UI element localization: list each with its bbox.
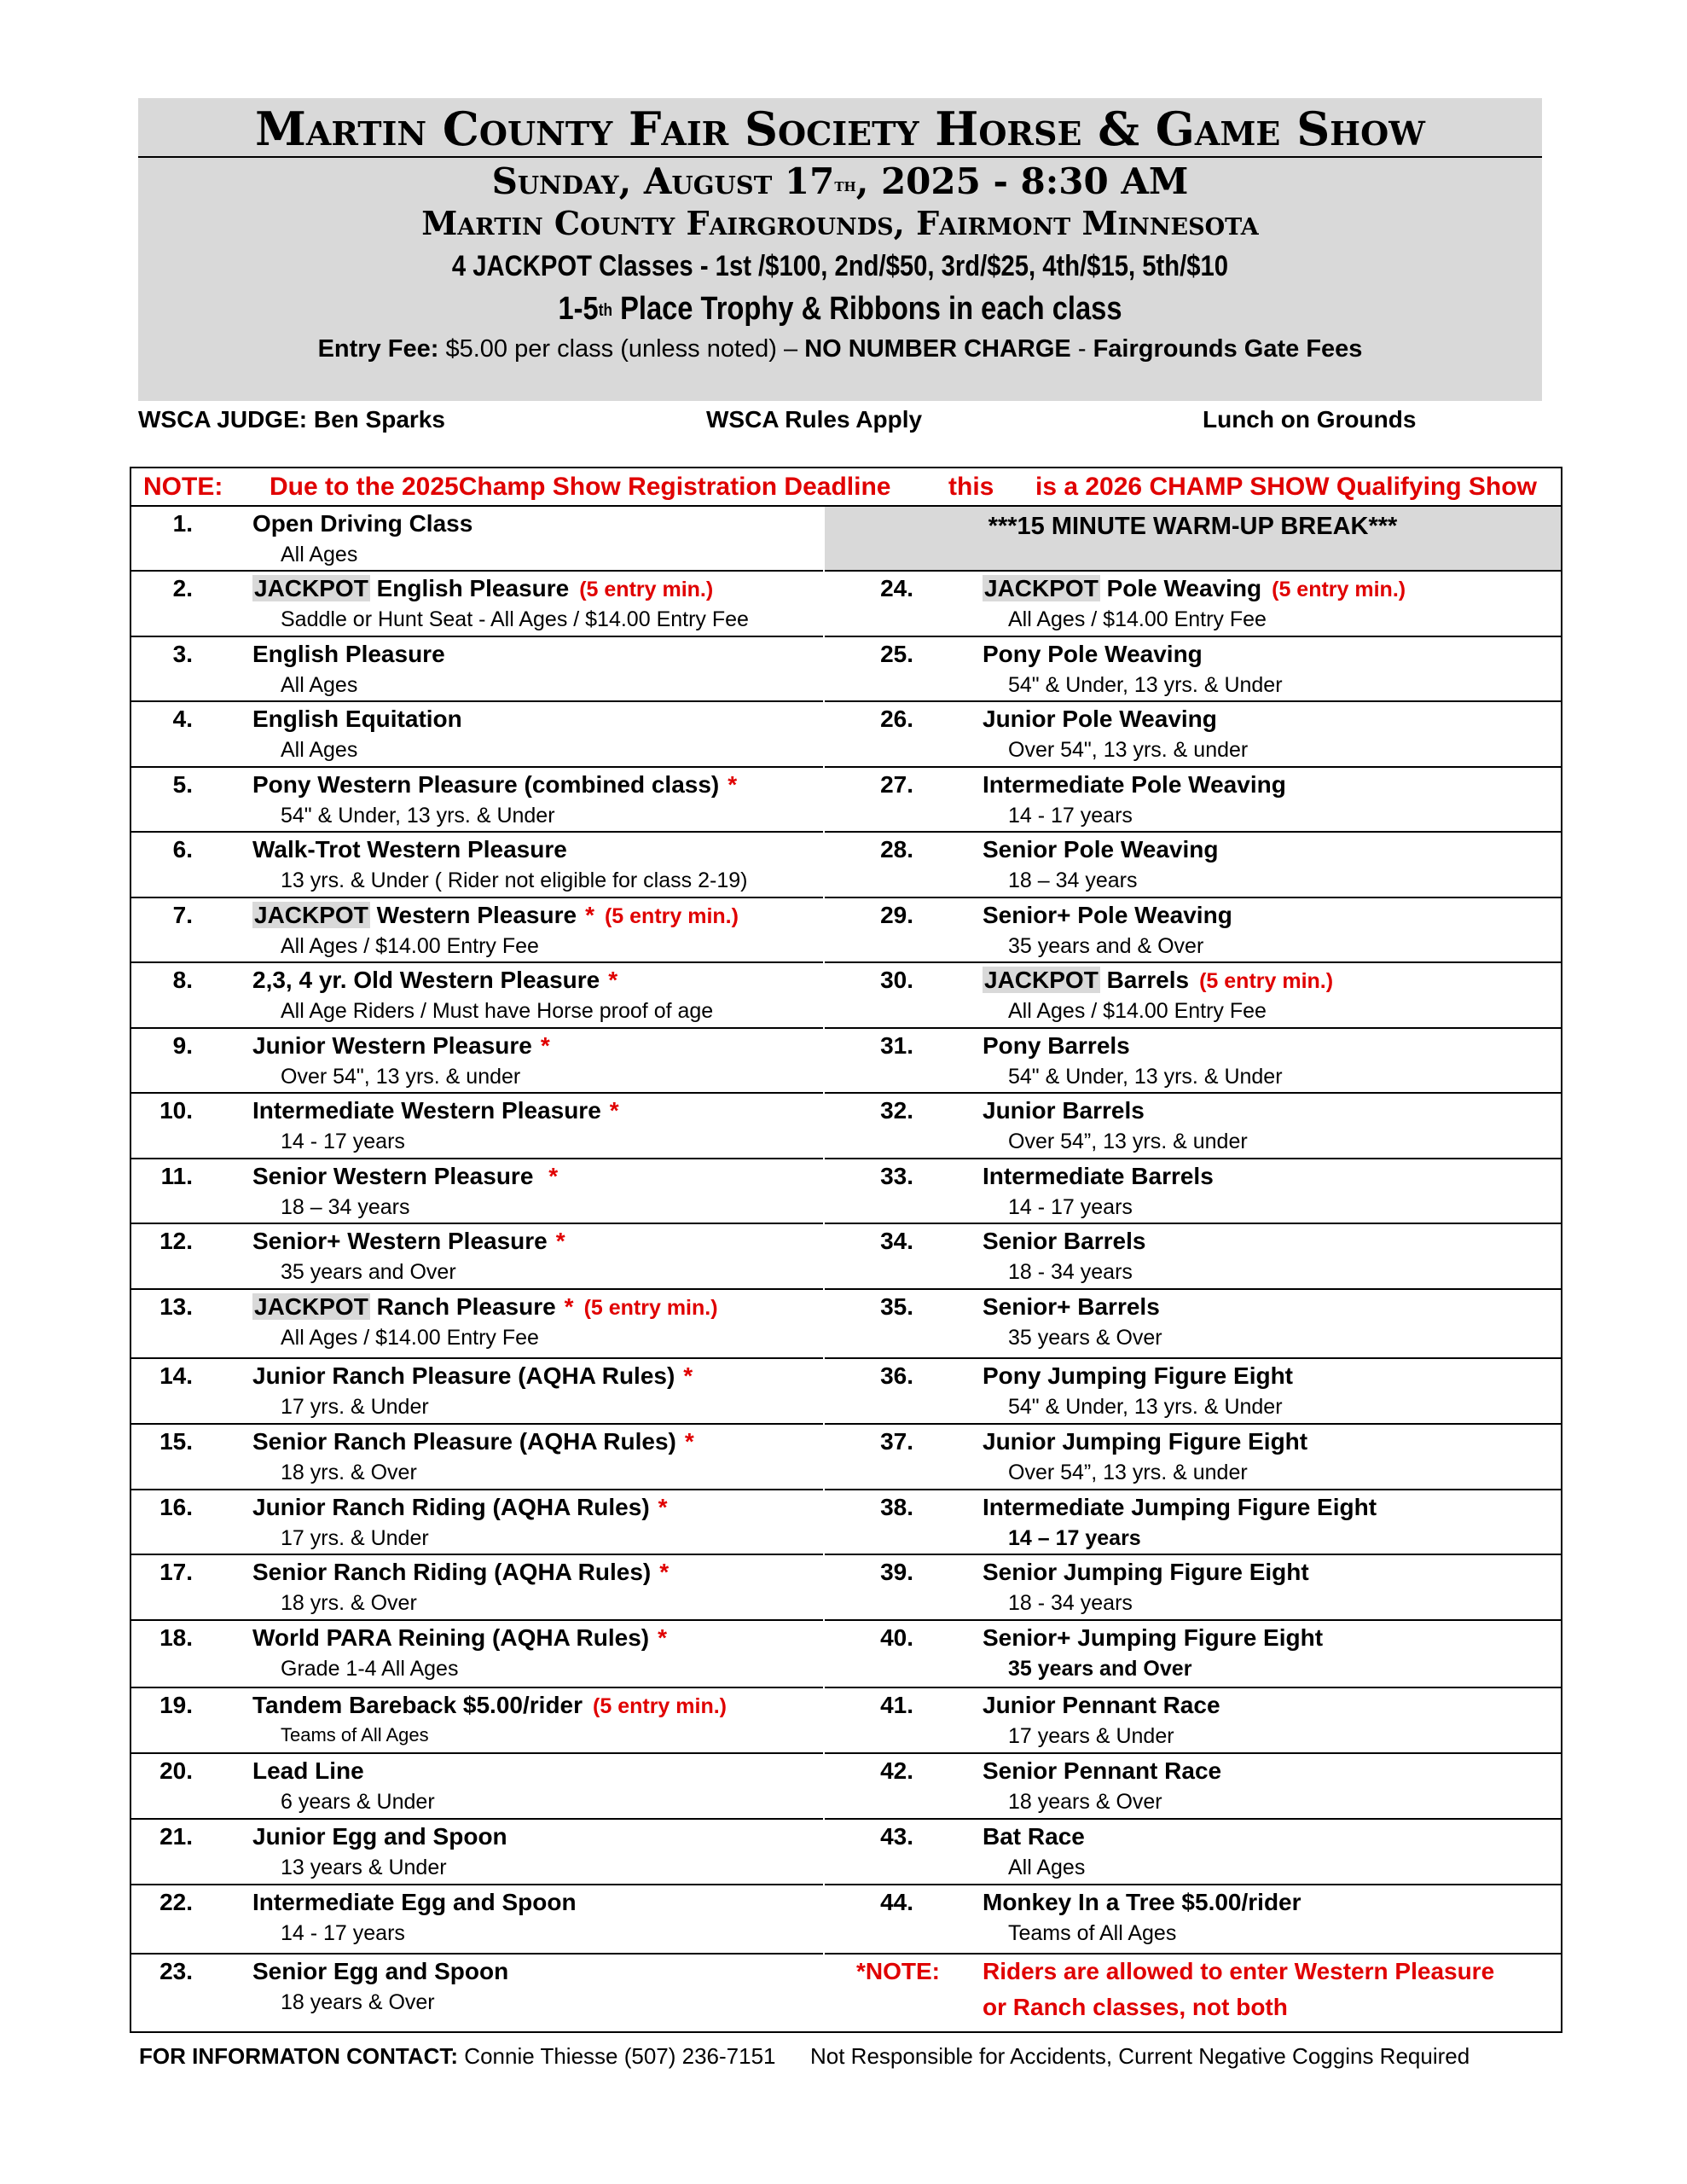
class-number: 21. <box>159 1823 193 1850</box>
required-star: * <box>683 1362 693 1389</box>
class-row <box>825 1290 1561 1359</box>
class-number: 11. <box>160 1163 193 1189</box>
class-name: Pony Barrels <box>983 1032 1130 1059</box>
class-number: 14. <box>159 1362 193 1389</box>
class-number: 33. <box>880 1163 913 1189</box>
class-number: 29. <box>880 902 913 928</box>
class-title <box>252 1823 507 1850</box>
required-star: * <box>564 1293 574 1320</box>
class-name: Barrels <box>1099 967 1190 993</box>
class-row <box>131 1885 823 1955</box>
class-eligibility: 17 yrs. & Under <box>281 1395 429 1419</box>
class-number: 5. <box>172 771 193 798</box>
class-name: Intermediate Jumping Figure Eight <box>983 1494 1377 1520</box>
class-row <box>825 1754 1561 1820</box>
show-title: Martin County Fair Society Horse & Game Show <box>255 102 1425 156</box>
show-venue: Martin County Fairgrounds, Fairmont Minnesota <box>421 204 1259 242</box>
class-eligibility: 18 yrs. & Over <box>281 1461 417 1484</box>
class-name: English Pleasure <box>252 641 445 667</box>
entry-minimum: (5 entry min.) <box>1199 969 1334 993</box>
class-row <box>131 1029 823 1094</box>
note-text-1: Due to the 2025Champ Show Registration Deadline <box>270 473 891 501</box>
class-title <box>983 1428 1307 1455</box>
class-name: English Pleasure <box>369 575 570 601</box>
entry-fee-line: Entry Fee: $5.00 per class (unless noted) – NO NUMBER CHARGE - Fairgrounds Gate Fees <box>317 335 1363 363</box>
class-name: Senior+ Jumping Figure Eight <box>983 1624 1324 1651</box>
class-title <box>983 1559 1309 1586</box>
class-number: 26. <box>880 706 913 732</box>
class-title <box>252 1624 667 1652</box>
class-name: Pole Weaving <box>1099 575 1262 601</box>
class-title <box>983 1757 1221 1785</box>
jackpot-tag: JACKPOT <box>984 967 1099 993</box>
class-name: Senior Egg and Spoon <box>252 1958 509 1984</box>
show-date: Sunday, August 17th, 2025 - 8:30 AM <box>491 160 1189 202</box>
class-number: 40. <box>880 1624 913 1651</box>
class-eligibility: 35 years and Over <box>1008 1657 1192 1681</box>
class-eligibility: All Ages <box>281 543 358 566</box>
class-number: 39. <box>880 1559 913 1585</box>
class-name: Senior Pennant Race <box>983 1757 1222 1784</box>
class-eligibility: Over 54", 13 yrs. & under <box>1008 738 1249 762</box>
jackpot-tag: JACKPOT <box>254 1293 368 1320</box>
class-number: 25. <box>880 641 913 667</box>
class-name: Pony Jumping Figure Eight <box>983 1362 1293 1389</box>
class-name: Senior Ranch Riding (AQHA Rules) <box>252 1559 652 1585</box>
class-eligibility: 14 - 17 years <box>281 1130 405 1153</box>
class-eligibility: Over 54”, 13 yrs. & under <box>1008 1461 1248 1484</box>
class-row <box>131 1688 823 1754</box>
required-star: * <box>585 902 594 928</box>
class-title <box>983 1097 1145 1124</box>
class-name: Senior Jumping Figure Eight <box>983 1559 1309 1585</box>
class-title <box>983 1163 1214 1190</box>
class-name: Junior Jumping Figure Eight <box>983 1428 1308 1455</box>
class-eligibility: 35 years & Over <box>1008 1326 1162 1350</box>
class-title <box>252 1559 669 1586</box>
class-eligibility: 18 – 34 years <box>1008 868 1138 892</box>
class-name: Intermediate Western Pleasure <box>252 1097 601 1124</box>
class-row <box>131 702 823 768</box>
class-number: 2. <box>172 575 193 601</box>
class-eligibility: Teams of All Ages <box>281 1724 429 1745</box>
class-number: 4. <box>172 706 193 732</box>
jackpot-tag: JACKPOT <box>984 575 1099 601</box>
class-number: 42. <box>880 1757 913 1784</box>
class-eligibility: 14 – 17 years <box>1008 1526 1141 1550</box>
class-eligibility: 18 years & Over <box>281 1990 435 2014</box>
class-title <box>252 575 713 602</box>
class-number: 8. <box>172 967 193 993</box>
class-name: Senior Western Pleasure <box>252 1163 541 1189</box>
note-text-2: this <box>948 473 994 501</box>
class-title <box>252 836 567 863</box>
class-eligibility: Grade 1-4 All Ages <box>281 1657 459 1681</box>
class-eligibility: Teams of All Ages <box>1008 1921 1177 1945</box>
class-name: Senior Barrels <box>983 1228 1146 1254</box>
class-number: 28. <box>880 836 913 863</box>
class-eligibility: All Ages / $14.00 Entry Fee <box>1008 607 1267 631</box>
class-title <box>252 1692 727 1719</box>
class-eligibility: 14 - 17 years <box>1008 804 1133 828</box>
class-name: Senior+ Barrels <box>983 1293 1160 1320</box>
required-star: * <box>658 1624 668 1651</box>
riders-note-line-2: or Ranch classes, not both <box>983 1994 1288 2020</box>
class-eligibility: 54" & Under, 13 yrs. & Under <box>1008 1395 1283 1419</box>
class-eligibility: 17 years & Under <box>1008 1724 1174 1748</box>
class-title <box>983 1692 1220 1719</box>
class-eligibility: Over 54”, 13 yrs. & under <box>1008 1130 1248 1153</box>
class-row <box>131 1224 823 1290</box>
trophy-line: 1-5th Place Trophy & Ribbons in each class <box>558 291 1122 327</box>
class-name: Senior Pole Weaving <box>983 836 1219 863</box>
class-row <box>131 1094 823 1159</box>
class-eligibility: 14 - 17 years <box>1008 1195 1133 1219</box>
rules-info: WSCA Rules Apply <box>706 406 923 433</box>
class-title <box>252 1293 718 1321</box>
class-eligibility: 54" & Under, 13 yrs. & Under <box>281 804 555 828</box>
class-name: Junior Barrels <box>983 1097 1145 1124</box>
class-row <box>825 1029 1561 1094</box>
class-eligibility: 13 years & Under <box>281 1856 447 1879</box>
class-row <box>131 1621 823 1688</box>
class-row <box>131 898 823 963</box>
class-number: 17. <box>159 1559 193 1585</box>
class-eligibility: All Ages <box>281 738 358 762</box>
class-eligibility: All Ages / $14.00 Entry Fee <box>281 934 539 958</box>
class-name: Walk-Trot Western Pleasure <box>252 836 567 863</box>
class-row <box>825 702 1561 768</box>
class-name: Senior Ranch Pleasure (AQHA Rules) <box>252 1428 676 1455</box>
class-name: Ranch Pleasure <box>369 1293 556 1320</box>
class-name: Pony Pole Weaving <box>983 641 1203 667</box>
class-number: 32. <box>880 1097 913 1124</box>
class-name: Intermediate Pole Weaving <box>983 771 1286 798</box>
class-eligibility: 35 years and & Over <box>1008 934 1204 958</box>
entry-minimum: (5 entry min.) <box>604 904 739 928</box>
jackpot-summary: 4 JACKPOT Classes - 1st /$100, 2nd/$50, 3rd/$25, 4th/$15, 5th/$10 <box>451 250 1229 282</box>
required-star: * <box>658 1494 668 1520</box>
class-title <box>252 1163 558 1190</box>
class-row <box>825 1359 1561 1425</box>
class-row <box>131 1754 823 1820</box>
class-row <box>825 768 1561 833</box>
class-name: Open Driving Class <box>252 510 473 537</box>
class-title <box>252 706 462 733</box>
class-row <box>131 1359 823 1425</box>
class-eligibility: 18 - 34 years <box>1008 1260 1133 1284</box>
class-row <box>131 963 823 1029</box>
class-number: 16. <box>159 1494 193 1520</box>
class-name: Pony Western Pleasure (combined class) <box>252 771 720 798</box>
class-title <box>983 1362 1293 1390</box>
class-title <box>252 1428 694 1455</box>
class-number: 30. <box>880 967 913 993</box>
required-star: * <box>728 771 738 798</box>
class-title <box>252 967 617 994</box>
class-row <box>825 1820 1561 1885</box>
class-number: 34. <box>880 1228 913 1254</box>
class-title <box>252 1757 364 1785</box>
class-number: 13. <box>159 1293 193 1320</box>
class-number: 20. <box>159 1757 193 1784</box>
class-name: Senior+ Pole Weaving <box>983 902 1232 928</box>
class-eligibility: All Ages / $14.00 Entry Fee <box>1008 999 1267 1023</box>
class-eligibility: 35 years and Over <box>281 1260 456 1284</box>
class-row <box>131 833 823 898</box>
class-row <box>131 572 823 637</box>
riders-note-line-1: Riders are allowed to enter Western Pleasure <box>983 1958 1495 1984</box>
class-eligibility: All Age Riders / Must have Horse proof of age <box>281 999 714 1023</box>
class-eligibility: All Ages <box>1008 1856 1086 1879</box>
class-number: 27. <box>880 771 913 798</box>
class-title <box>983 1889 1301 1916</box>
jackpot-tag: JACKPOT <box>254 902 368 928</box>
class-title <box>252 1958 508 1985</box>
class-title <box>983 641 1203 668</box>
class-row <box>131 1555 823 1621</box>
title-rule <box>138 156 1542 158</box>
class-eligibility: 18 - 34 years <box>1008 1591 1133 1615</box>
contact-info: FOR INFORMATON CONTACT: Connie Thiesse (507) 236-7151 <box>139 2043 776 2069</box>
lunch-info: Lunch on Grounds <box>1203 406 1417 433</box>
class-name: Junior Pole Weaving <box>983 706 1217 732</box>
class-eligibility: 14 - 17 years <box>281 1921 405 1945</box>
class-eligibility: 13 yrs. & Under ( Rider not eligible for class 2-19) <box>281 868 748 892</box>
class-title <box>983 575 1406 602</box>
class-title <box>252 1228 565 1255</box>
class-name: Monkey In a Tree $5.00/rider <box>983 1889 1301 1915</box>
class-eligibility: 54" & Under, 13 yrs. & Under <box>1008 1065 1283 1089</box>
class-eligibility: 6 years & Under <box>281 1790 435 1814</box>
jackpot-tag: JACKPOT <box>254 575 368 601</box>
class-title <box>252 510 472 537</box>
class-name: Intermediate Barrels <box>983 1163 1214 1189</box>
class-eligibility: 54" & Under, 13 yrs. & Under <box>1008 673 1283 697</box>
class-schedule <box>130 467 1562 2033</box>
class-title <box>983 902 1232 929</box>
class-name: Lead Line <box>252 1757 364 1784</box>
class-row <box>131 1955 823 2033</box>
class-number: 22. <box>159 1889 193 1915</box>
class-row <box>131 1820 823 1885</box>
class-number: 19. <box>159 1692 193 1718</box>
class-number: 31. <box>880 1032 913 1059</box>
class-row <box>825 1688 1561 1754</box>
class-number: 44. <box>880 1889 913 1915</box>
class-eligibility: Over 54", 13 yrs. & under <box>281 1065 521 1089</box>
class-number: 43. <box>880 1823 913 1850</box>
class-number: 38. <box>880 1494 913 1520</box>
class-number: 7. <box>172 902 193 928</box>
required-star: * <box>608 967 618 993</box>
class-number: 24. <box>880 575 913 601</box>
class-eligibility: All Ages / $14.00 Entry Fee <box>281 1326 539 1350</box>
class-name: Western Pleasure <box>369 902 577 928</box>
class-row <box>131 637 823 702</box>
class-title <box>252 1362 693 1390</box>
class-number: 36. <box>880 1362 913 1389</box>
class-name: Junior Ranch Pleasure (AQHA Rules) <box>252 1362 675 1389</box>
warmup-break: ***15 MINUTE WARM-UP BREAK*** <box>825 507 1561 572</box>
class-title <box>252 902 739 929</box>
class-eligibility: All Ages <box>281 673 358 697</box>
entry-minimum: (5 entry min.) <box>1272 578 1406 601</box>
class-number: 3. <box>172 641 193 667</box>
class-title <box>983 771 1286 799</box>
class-row <box>825 1425 1561 1490</box>
class-name: 2,3, 4 yr. Old Western Pleasure <box>252 967 600 993</box>
entry-minimum: (5 entry min.) <box>583 1296 718 1320</box>
class-number: 12. <box>159 1228 193 1254</box>
class-row <box>825 1621 1561 1688</box>
class-name: Junior Western Pleasure <box>252 1032 532 1059</box>
class-title <box>252 1032 550 1060</box>
class-eligibility: 18 years & Over <box>1008 1790 1162 1814</box>
required-star: * <box>540 1032 550 1059</box>
class-title <box>983 967 1333 994</box>
class-number: 1. <box>172 510 193 537</box>
note-text-3: is a 2026 CHAMP SHOW Qualifying Show <box>1035 473 1537 501</box>
class-row <box>825 1094 1561 1159</box>
class-number: 15. <box>159 1428 193 1455</box>
class-row <box>825 963 1561 1029</box>
class-row <box>825 572 1561 637</box>
class-row <box>825 1159 1561 1224</box>
class-row <box>131 1290 823 1359</box>
class-title <box>983 1624 1323 1652</box>
class-eligibility: 18 – 34 years <box>281 1195 410 1219</box>
class-title <box>983 1228 1145 1255</box>
class-name: Junior Pennant Race <box>983 1692 1220 1718</box>
class-number: 9. <box>172 1032 193 1059</box>
class-name: English Equitation <box>252 706 462 732</box>
class-row <box>825 833 1561 898</box>
class-eligibility: 18 yrs. & Over <box>281 1591 417 1615</box>
riders-note <box>825 1955 1561 2033</box>
class-number: 41. <box>880 1692 913 1718</box>
class-number: 10. <box>159 1097 193 1124</box>
class-number: 6. <box>172 836 193 863</box>
class-name: Junior Ranch Riding (AQHA Rules) <box>252 1494 650 1520</box>
class-row <box>825 1224 1561 1290</box>
judge-info: WSCA JUDGE: Ben Sparks <box>138 406 445 433</box>
class-title <box>252 1097 619 1124</box>
class-row <box>825 898 1561 963</box>
disclaimer: Not Responsible for Accidents, Current Negative Coggins Required <box>810 2043 1470 2069</box>
show-header <box>138 98 1542 401</box>
class-row <box>825 637 1561 702</box>
class-title <box>983 1823 1085 1850</box>
class-number: 18. <box>159 1624 193 1651</box>
entry-minimum: (5 entry min.) <box>579 578 714 601</box>
class-name: World PARA Reining (AQHA Rules) <box>252 1624 650 1651</box>
required-star: * <box>548 1163 559 1189</box>
class-row <box>131 507 823 572</box>
class-title <box>983 1032 1130 1060</box>
class-row <box>131 1159 823 1224</box>
class-title <box>983 836 1218 863</box>
class-row <box>131 1490 823 1555</box>
class-title <box>983 1293 1160 1321</box>
class-name: Junior Egg and Spoon <box>252 1823 507 1850</box>
riders-note-label: *NOTE: <box>856 1958 940 1984</box>
class-row <box>131 768 823 833</box>
qualifying-note <box>131 468 1561 507</box>
required-star: * <box>684 1428 694 1455</box>
class-title <box>983 1494 1377 1521</box>
class-number: 23. <box>159 1958 193 1984</box>
class-title <box>983 706 1217 733</box>
class-row <box>825 1555 1561 1621</box>
required-star: * <box>609 1097 619 1124</box>
class-name: Tandem Bareback $5.00/rider <box>252 1692 583 1718</box>
class-number: 37. <box>880 1428 913 1455</box>
class-title <box>252 641 445 668</box>
class-eligibility: 17 yrs. & Under <box>281 1526 429 1550</box>
class-row <box>131 1425 823 1490</box>
class-row <box>825 1490 1561 1555</box>
class-name: Bat Race <box>983 1823 1085 1850</box>
class-row <box>825 1885 1561 1955</box>
class-eligibility: Saddle or Hunt Seat - All Ages / $14.00 Entry Fee <box>281 607 749 631</box>
class-title <box>252 771 737 799</box>
note-label: NOTE: <box>143 473 223 501</box>
class-title <box>252 1494 668 1521</box>
class-number: 35. <box>880 1293 913 1320</box>
required-star: * <box>659 1559 670 1585</box>
entry-minimum: (5 entry min.) <box>593 1694 727 1718</box>
class-name: Senior+ Western Pleasure <box>252 1228 548 1254</box>
class-name: Intermediate Egg and Spoon <box>252 1889 577 1915</box>
class-title <box>252 1889 577 1916</box>
required-star: * <box>555 1228 565 1254</box>
